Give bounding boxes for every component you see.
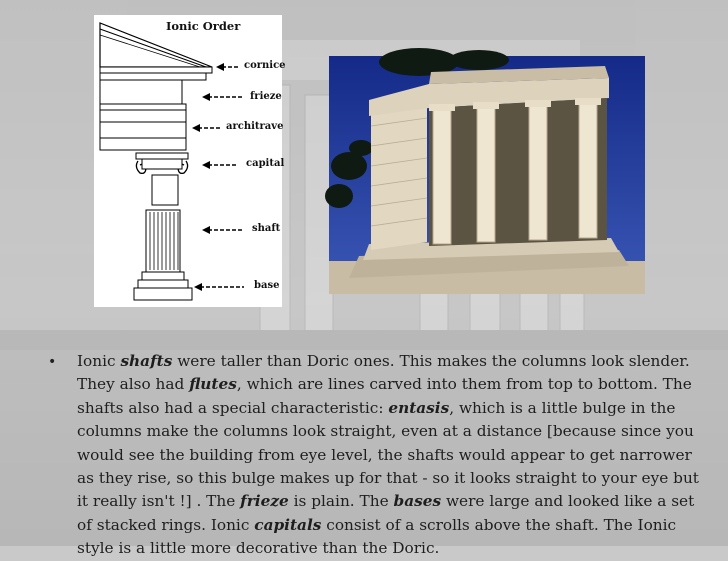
text-segment: were large and looked like a set of stacked rings. Ionic <box>77 492 695 534</box>
label-base: base <box>254 280 280 291</box>
text-segment: consist of a scrolls above the shaft. The Ionic style is a little more decorative than the Doric. <box>77 515 677 558</box>
label-cornice: cornice <box>244 60 286 71</box>
diagram-title: Ionic Order <box>166 19 241 33</box>
text-segment: is plain. The <box>288 492 394 511</box>
label-architrave: architrave <box>226 121 284 132</box>
label-shaft: shaft <box>252 223 281 234</box>
keyword-bases: bases <box>393 492 442 511</box>
text-segment: Ionic <box>77 352 121 370</box>
temple-of-athena-nike-photo <box>329 56 645 294</box>
keyword-shafts: shafts <box>120 352 173 370</box>
keyword-entasis: entasis <box>388 398 450 417</box>
bullet-marker: • <box>48 354 57 370</box>
temple-photo <box>329 56 645 294</box>
label-capital: capital <box>246 158 285 169</box>
bullet-text <box>77 350 702 561</box>
text-segment: , which is a little bulge in the columns make the columns look straight, even at a distance [because since you would see the building from eye level, the shafts would appear to get narrower as they rise, so this bulge makes up for that - so it looks straight to your eye but it really isn't !] . The <box>77 398 699 511</box>
keyword-frieze: frieze <box>240 492 289 511</box>
label-frieze: frieze <box>250 91 282 102</box>
text-segment: were taller than Doric ones. This makes the columns look slender. They also had <box>77 352 690 394</box>
keyword-capitals: capitals <box>254 515 322 534</box>
text-segment: , which are lines carved into them from top to bottom. The shafts also had a special characteristic: <box>77 375 692 417</box>
keyword-flutes: flutes <box>189 375 237 394</box>
ionic-order-diagram <box>94 15 286 307</box>
